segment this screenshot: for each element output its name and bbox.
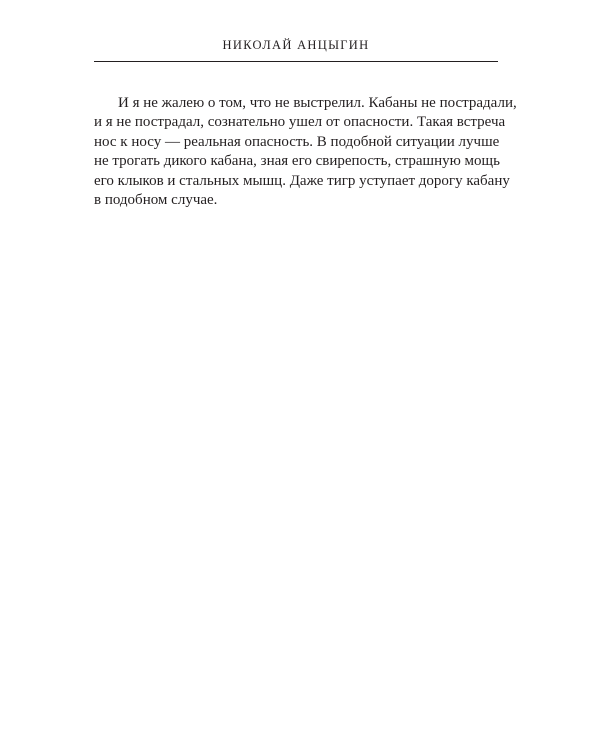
paragraph-line: не трогать дикого кабана, зная его свирепость, страшную мощь xyxy=(94,153,500,170)
paragraph-line: И я не жалею о том, что не выстрелил. Кабаны не пострадали, xyxy=(118,95,517,111)
running-head: НИКОЛАЙ АНЦЫГИН xyxy=(222,38,370,52)
paragraph-line: его клыков и стальных мышц. Даже тигр уступает дорогу кабану xyxy=(94,172,510,189)
body-paragraph xyxy=(94,94,517,210)
paragraph-line: и я не пострадал, сознательно ушел от опасности. Такая встреча xyxy=(94,114,506,131)
header-rule xyxy=(94,61,498,62)
paragraph-line: нос к носу — реальная опасность. В подобной ситуации лучше xyxy=(94,133,500,150)
paragraph-line: в подобном случае. xyxy=(94,192,218,209)
